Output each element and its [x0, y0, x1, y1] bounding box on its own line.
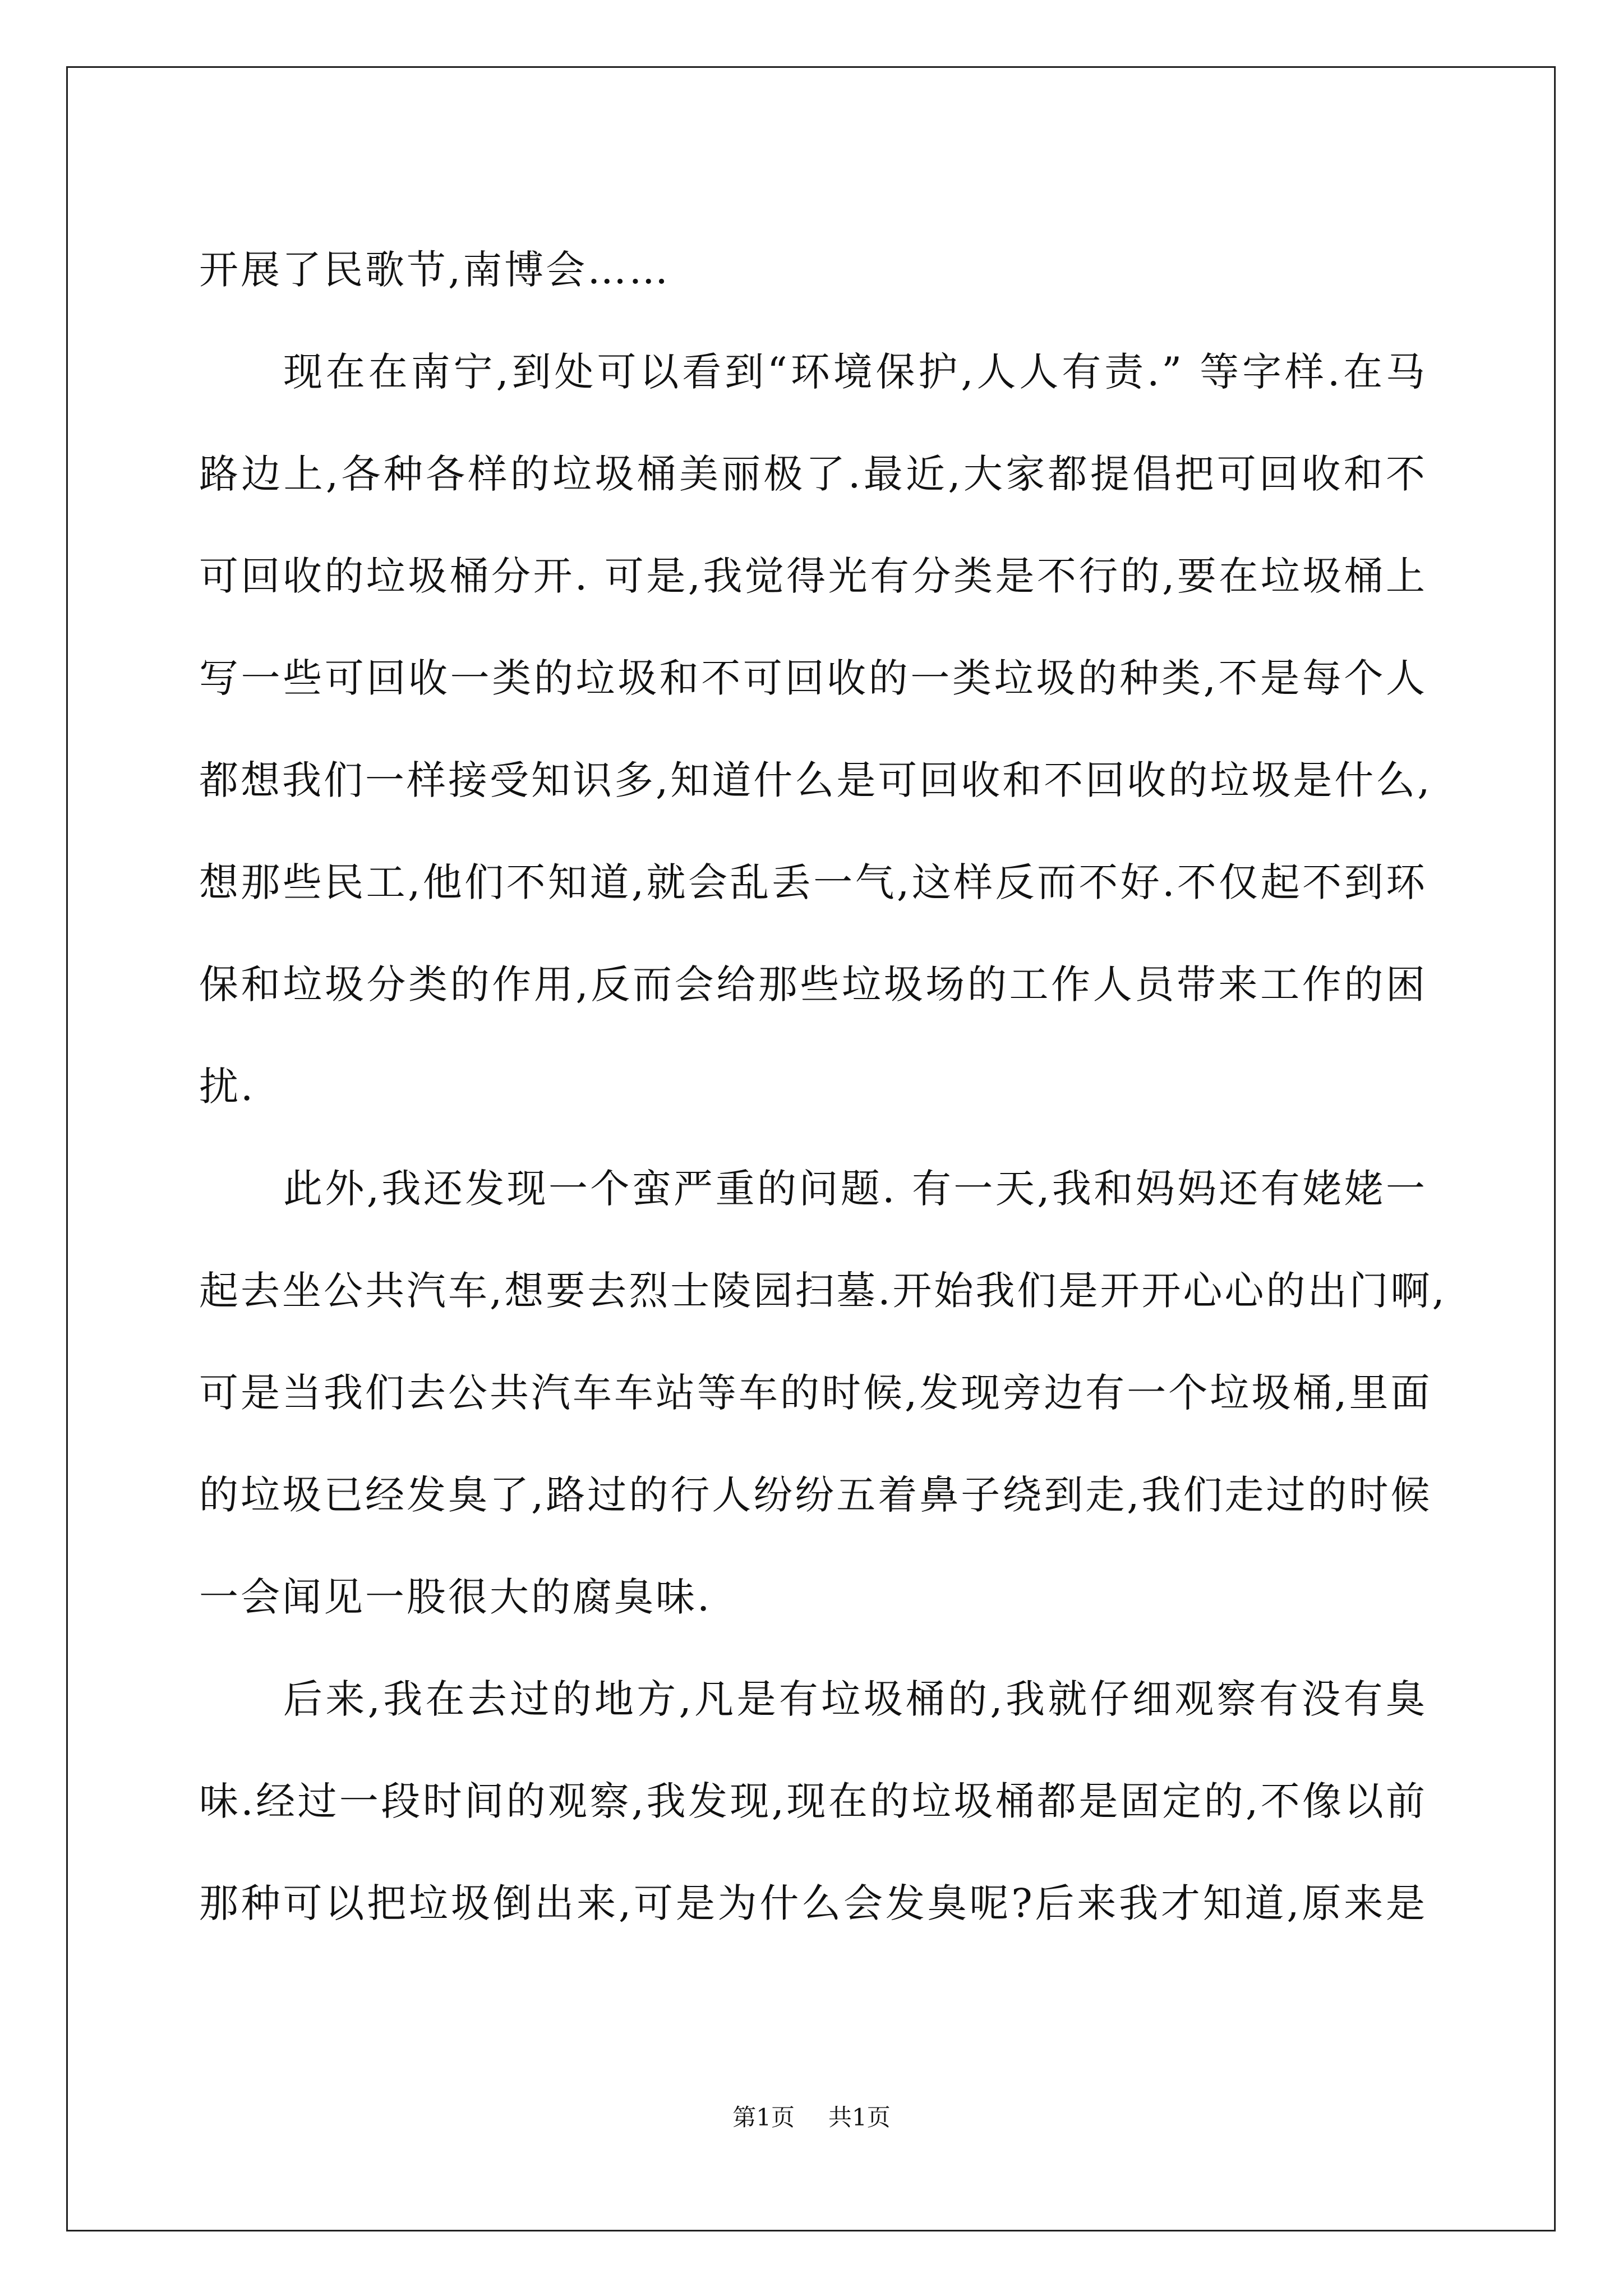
text-line: 路边上,各种各样的垃圾桶美丽极了.最近,大家都提倡把可回收和不: [199, 451, 1427, 497]
page-footer: [0, 2101, 1623, 2134]
text-line: 那种可以把垃圾倒出来,可是为什么会发臭呢?后来我才知道,原来是: [199, 1880, 1427, 1926]
page-total: 共1页: [828, 2104, 891, 2131]
text-line: 后来,我在去过的地方,凡是有垃圾桶的,我就仔细观察有没有臭: [283, 1676, 1427, 1722]
text-line: 起去坐公共汽车,想要去烈士陵园扫墓.开始我们是开开心心的出门啊,: [199, 1268, 1447, 1314]
text-line: 此外,我还发现一个蛮严重的问题. 有一天,我和妈妈还有姥姥一: [283, 1166, 1427, 1212]
text-line: 保和垃圾分类的作用,反而会给那些垃圾场的工作人员带来工作的困: [199, 961, 1427, 1007]
text-line: 现在在南宁,到处可以看到“环境保护,人人有责.” 等字样.在马: [283, 349, 1427, 395]
text-line: 味.经过一段时间的观察,我发现,现在的垃圾桶都是固定的,不像以前: [199, 1778, 1427, 1824]
text-line: 可回收的垃圾桶分开. 可是,我觉得光有分类是不行的,要在垃圾桶上: [199, 553, 1427, 599]
text-line: 写一些可回收一类的垃圾和不可回收的一类垃圾的种类,不是每个人: [199, 655, 1427, 701]
text-line: 的垃圾已经发臭了,路过的行人纷纷五着鼻子绕到走,我们走过的时候: [199, 1472, 1432, 1518]
page-number: 第1页: [732, 2104, 795, 2131]
document-body: [199, 219, 1447, 1954]
text-line: 一会闻见一股很大的腐臭味.: [199, 1574, 712, 1620]
text-line: 可是当我们去公共汽车车站等车的时候,发现旁边有一个垃圾桶,里面: [199, 1370, 1432, 1416]
text-line: 都想我们一样接受知识多,知道什么是可回收和不回收的垃圾是什么,: [199, 757, 1432, 803]
text-line: 想那些民工,他们不知道,就会乱丢一气,这样反而不好.不仅起不到环: [199, 859, 1427, 905]
text-line: 扰.: [199, 1064, 256, 1110]
text-line: 开展了民歌节,南博会……: [199, 247, 671, 293]
